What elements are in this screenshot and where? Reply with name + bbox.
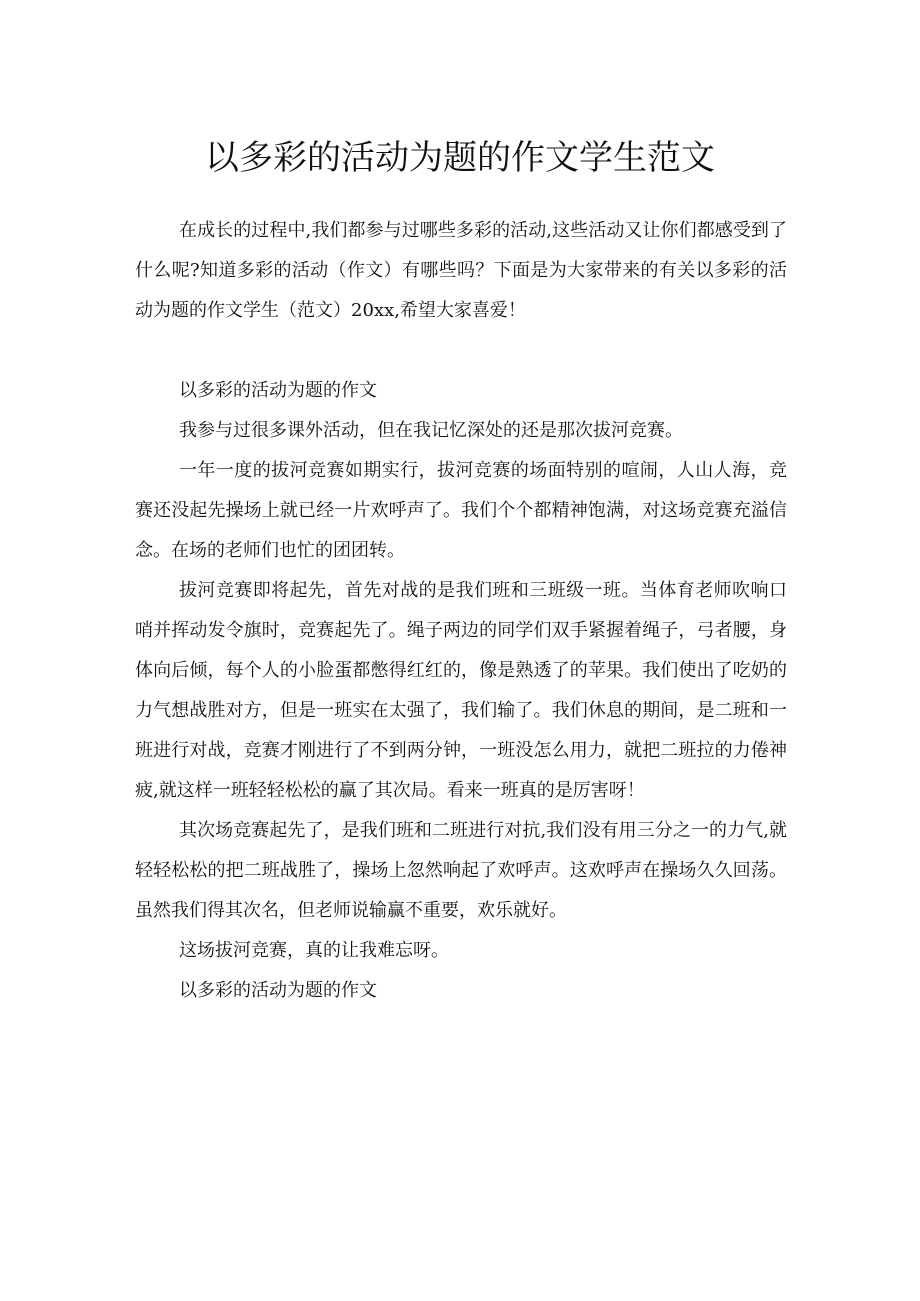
body-paragraph: 拔河竞赛即将起先，首先对战的是我们班和三班级一班。当体育老师吹响口哨并挥动发令旗时，竞赛起先了。绳子两边的同学们双手紧握着绳子，弓者腰，身体向后倾，每个人的小脸蛋都憋得红红的，像是熟透了的苹果。我们使出了吃奶的力气想战胜对方，但是一班实在太强了，我们输了。我们休息的期间，是二班和一班进行对战，竞赛才刚进行了不到两分钟，一班没怎么用力，就把二班拉的力倦神疲,就这样一班轻轻松松的赢了其次局。看来一班真的是厉害呀！	[135, 580, 787, 801]
body-paragraph: 这场拔河竞赛，真的让我难忘呀。	[179, 940, 449, 961]
blank-line	[135, 331, 787, 371]
section-heading: 以多彩的活动为题的作文	[179, 980, 377, 1001]
body-paragraph: 一年一度的拔河竞赛如期实行，拔河竞赛的场面特别的喧闹，人山人海，竞赛还没起先操场上就已经一片欢呼声了。我们个个都精神饱满，对这场竞赛充溢信念。在场的老师们也忙的团团转。	[135, 460, 787, 561]
document-body	[135, 211, 787, 1011]
body-paragraph: 我参与过很多课外活动，但在我记忆深处的还是那次拔河竞赛。	[179, 420, 683, 441]
section-heading: 以多彩的活动为题的作文	[179, 380, 377, 401]
body-paragraph: 其次场竞赛起先了，是我们班和二班进行对抗,我们没有用三分之一的力气,就轻轻松松的把二班战胜了，操场上忽然响起了欢呼声。这欢呼声在操场久久回荡。虽然我们得其次名，但老师说输赢不重要，欢乐就好。	[135, 820, 787, 921]
intro-paragraph: 在成长的过程中,我们都参与过哪些多彩的活动,这些活动又让你们都感受到了什么呢?知道多彩的活动（作文）有哪些吗？下面是为大家带来的有关以多彩的活动为题的作文学生（范文）20xx,希望大家喜爱！	[135, 220, 787, 321]
document-title: 以多彩的活动为题的作文学生范文	[205, 138, 715, 178]
